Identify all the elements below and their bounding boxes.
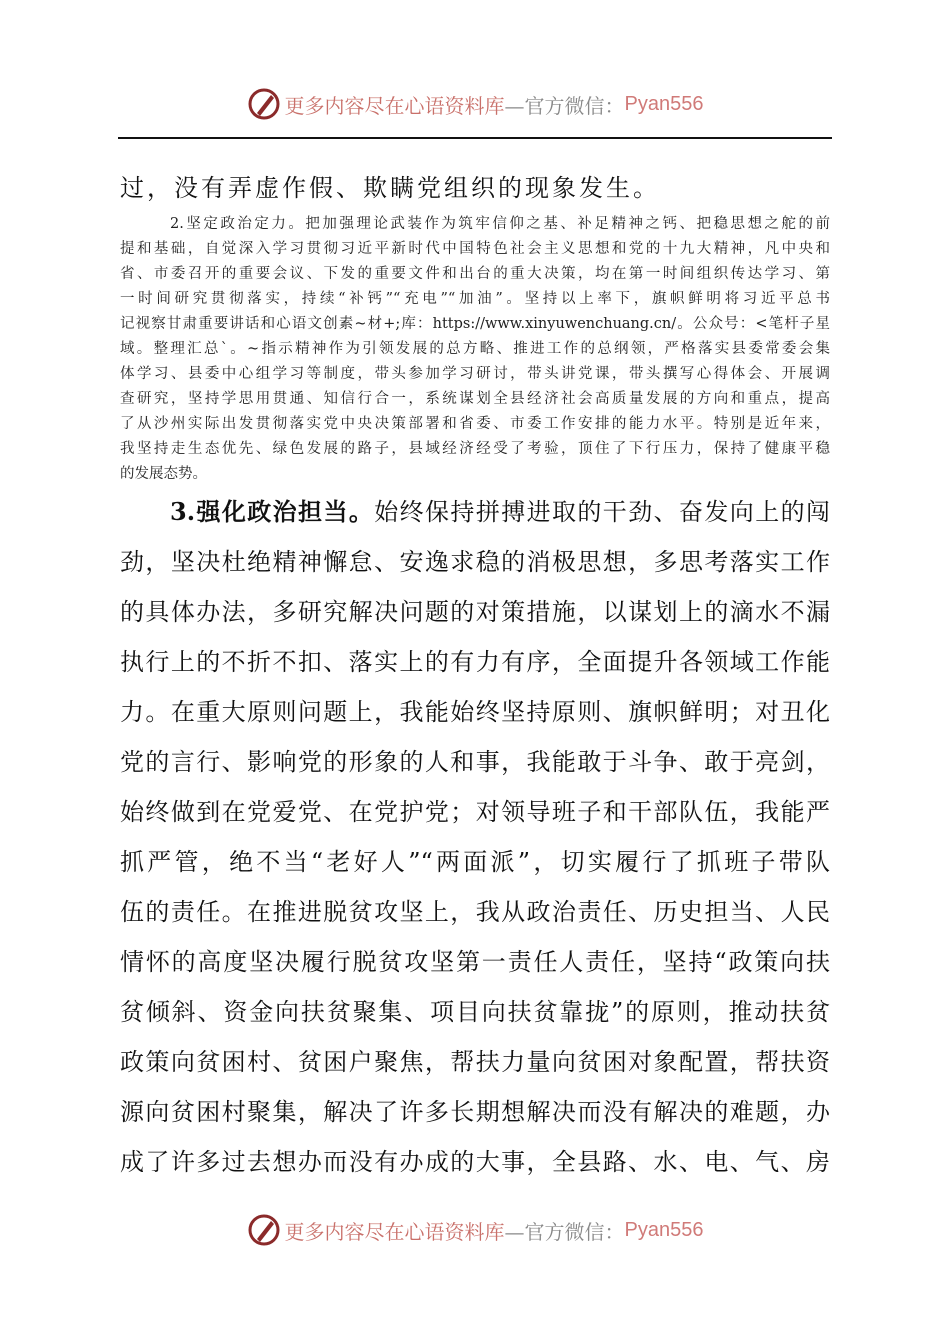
footer-sep: —官方微信： — [504, 1219, 625, 1244]
page-header-watermark — [0, 84, 950, 124]
paragraph-line — [170, 487, 830, 537]
paragraph-line: 执行上的不折不扣、落实上的有力有序，全面提升各领域工作能 — [120, 648, 830, 676]
paragraph-line: 体学习、县委中心组学习等制度，带头参加学习研讨，带头讲党课，带头撰写心得体会、开展调 — [120, 366, 830, 382]
header-rule — [118, 137, 832, 139]
paragraph-line: 抓严管，绝不当“老好人”“两面派”，切实履行了抓班子带队 — [120, 848, 830, 876]
paragraph-line: 党的言行、影响党的形象的人和事，我能敢于斗争、敢于亮剑， — [120, 748, 830, 776]
footer-wechat: Pyan556 — [624, 1218, 704, 1241]
footer-brand: 更多内容尽在心语资料库 — [284, 1219, 505, 1244]
pen-logo-icon — [247, 87, 281, 121]
paragraph-line: 源向贫困村聚集，解决了许多长期想解决而没有解决的难题，办 — [120, 1098, 830, 1126]
paragraph-line: 2.坚定政治定力。把加强理论武装作为筑牢信仰之基、补足精神之钙、把稳思想之舵的前 — [170, 216, 830, 232]
paragraph-line: 的发展态势。 — [120, 466, 207, 482]
paragraph-line: 政策向贫困村、贫困户聚焦，帮扶力量向贫困对象配置，帮扶资 — [120, 1048, 830, 1076]
paragraph-line: 力。在重大原则问题上，我能始终坚持原则、旗帜鲜明；对丑化 — [120, 698, 830, 726]
paragraph-line: 我坚持走生态优先、绿色发展的路子，县域经济经受了考验，顶住了下行压力，保持了健康平稳 — [120, 441, 830, 457]
section-3-heading: 3.强化政治担当。 — [170, 497, 375, 526]
paragraph-line: 记视察甘肃重要讲话和心语文创素~材+;库：https://www.xinyuwenchuang.cn/。公众号：<笔杆子星 — [120, 316, 830, 332]
paragraph-line: 省、市委召开的重要会议、下发的重要文件和出台的重大决策，均在第一时间组织传达学习、第 — [120, 266, 830, 282]
paragraph-line: 了从沙州实际出发贯彻落实党中央决策部署和省委、市委工作安排的能力水平。特别是近年来， — [120, 416, 830, 432]
paragraph-line: 情怀的高度坚决履行脱贫攻坚第一责任人责任，坚持“政策向扶 — [120, 948, 830, 976]
header-brand: 更多内容尽在心语资料库 — [284, 93, 505, 118]
paragraph-line: 查研究，坚持学思用贯通、知信行合一，系统谋划全县经济社会高质量发展的方向和重点，提高 — [120, 391, 830, 407]
paragraph-line: 贫倾斜、资金向扶贫聚集、项目向扶贫靠拢”的原则，推动扶贫 — [120, 998, 830, 1026]
paragraph-line: 提和基础，自觉深入学习贯彻习近平新时代中国特色社会主义思想和党的十九大精神，凡中央和 — [120, 241, 830, 257]
header-wechat: Pyan556 — [624, 92, 704, 115]
header-sep: —官方微信： — [504, 93, 625, 118]
paragraph-line: 的具体办法，多研究解决问题的对策措施，以谋划上的滴水不漏 — [120, 598, 830, 626]
paragraph-line: 劲，坚决杜绝精神懈怠、安逸求稳的消极思想，多思考落实工作 — [120, 548, 830, 576]
pen-logo-icon — [247, 1213, 281, 1247]
paragraph-line: 始终做到在党爱党、在党护党；对领导班子和干部队伍，我能严 — [120, 798, 830, 826]
paragraph-line: 一时间研究贯彻落实，持续“补钙”“充电”“加油”。坚持以上率下，旗帜鲜明将习近平总书 — [120, 291, 830, 307]
intro-line: 过，没有弄虚作假、欺瞒党组织的现象发生。 — [120, 174, 660, 202]
paragraph-line: 伍的责任。在推进脱贫攻坚上，我从政治责任、历史担当、人民 — [120, 898, 830, 926]
paragraph-line: 域。整理汇总`。~指示精神作为引领发展的总方略、推进工作的总纲领，严格落实县委常委会集 — [120, 341, 830, 357]
page-footer-watermark — [0, 1210, 950, 1250]
paragraph-line: 成了许多过去想办而没有办成的大事，全县路、水、电、气、房 — [120, 1148, 830, 1176]
paragraph-line-text: 始终保持拼搏进取的干劲、奋发向上的闯 — [374, 498, 830, 526]
